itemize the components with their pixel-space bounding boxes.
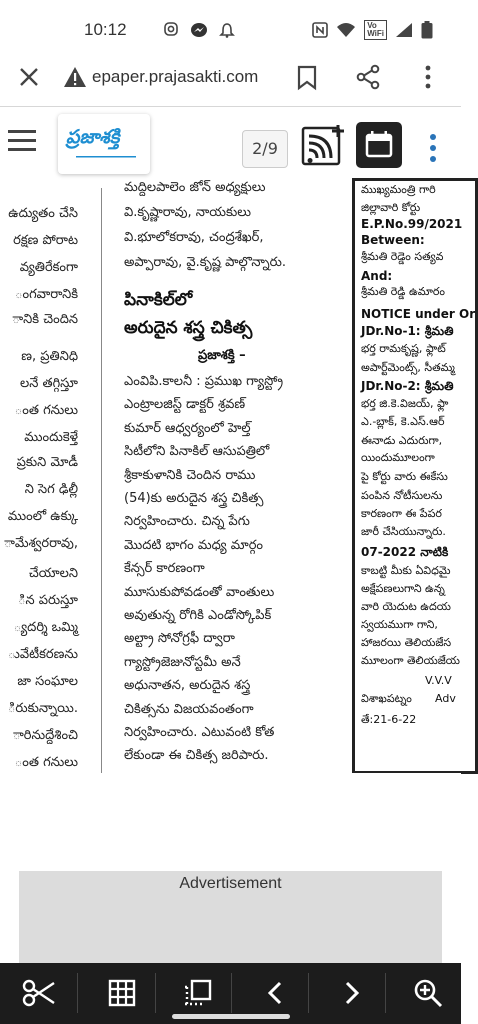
article-body-line: లేకుండా ఈ చికిత్స జరిపారు. [124,748,269,764]
messenger-icon [190,22,208,38]
hamburger-menu-icon[interactable] [8,130,36,157]
logo-tagline [76,154,136,160]
left-column-line: ంగవారానికి [15,287,78,302]
notice-line: పై కోర్టు వారు ఈకేసు [361,470,448,483]
notice-line: Between: [361,233,425,247]
grid-icon[interactable] [102,975,142,1011]
article-body-line: నిర్వహించారు. చిన్న పేగు [124,514,250,530]
notice-line: మూలంగా తెలియజేయ [361,654,460,667]
left-column-line: ారినుద్దేశించి [12,728,78,743]
article-body-line: నిర్వహించారు. ఎటువంటి కోత [124,725,275,740]
more-options-icon[interactable] [430,134,436,167]
status-notification-icons [164,22,234,38]
article-body-line: (54)కు అరుదైన శస్త్ర చికిత్స [124,491,264,506]
left-column-line: ్యదర్శి ఒమ్మి [13,620,78,635]
notice-line: పంపిన నోటీసులను [361,489,443,502]
left-column-line: ానికి చెందిన [12,312,78,327]
advertisement-box[interactable] [19,871,442,963]
article-body-line: శ్రీకాకుళానికి చెందిన రాము [124,467,256,483]
article-body-line: గ్యాస్ట్రోజెజునోస్టమీ అనే [124,654,241,670]
bookmark-icon[interactable] [296,65,318,95]
notice-line: స్వయముగా గాని, [361,618,438,631]
left-column-line: జా సంఘాల [17,674,78,689]
notice-line: ముఖ్యమంత్రి గారి [361,183,436,196]
top-paragraph-line: వి.కృష్ణారావు, నాయకులు [124,205,252,220]
battery-icon [421,21,433,39]
nfc-icon [312,22,328,38]
notice-line: ఈనాడు ఎదురుగా, [361,434,443,447]
left-column-line: ిరుకున్నాయి. [7,701,78,716]
notice-line: 07-2022 నాటికి [361,545,449,559]
toolbar-separator [385,973,386,1013]
article-body-line: మొదటి భాగం మధ్య మార్గం [124,537,263,553]
notice-line: NOTICE under Or [361,307,476,321]
top-paragraph-line: వి.భూలోకరావు, చంద్రశేఖర్, [124,230,264,245]
notice-line: జారీ చేసియున్నారు. [361,525,446,538]
signal-icon [395,22,413,38]
article-body-line: సిటీలోని పినాకిల్ ఆసుపత్రిలో [124,444,270,460]
epaper-toolbar [0,108,461,188]
notice-line: విశాఖపట్నం [361,692,412,705]
article-headline-line2: అరుదైన శస్త్ర చికిత్స [124,318,253,338]
notice-line: కాబట్టి మీకు ఏవిధమై [361,564,451,577]
notice-line: శ్రీమతి రెడ్డి ఉమారం [361,285,445,298]
notice-line: E.P.No.99/2021 [361,217,463,231]
toolbar-separator [77,973,78,1013]
calendar-icon[interactable] [356,122,402,168]
article-headline-line1: పినాకిల్‌లో [124,290,193,310]
gesture-home-indicator[interactable] [172,1014,290,1019]
notice-line: హాజరయి తెలియజేస [361,636,452,649]
left-column-line: ంత గనులు [14,755,78,770]
vowifi-icon: Vo WiFi [364,20,387,40]
article-body-line: చికిత్సను విజయవంతంగా [124,701,254,717]
left-column-line: లనే తగ్గిస్తూ [20,376,78,391]
notice-line: శ్రీమతి రెడ్డెం సత్యవ [361,250,444,263]
notice-line: యిందుమూలంగా [361,451,435,464]
prajasakti-logo[interactable] [58,114,150,174]
close-icon[interactable] [18,64,40,94]
article-body-line: అవుతున్న రోగికి ఎండోస్కోపిక్ [124,608,272,623]
toolbar-separator [231,973,232,1013]
toolbar-separator [155,973,156,1013]
advertisement-label: Advertisement [179,875,282,892]
page-counter[interactable]: 2/9 [242,130,288,168]
overflow-menu-icon[interactable] [424,64,432,94]
status-bar [0,0,461,60]
prev-icon[interactable] [255,975,295,1011]
notice-line: తే:21-6-22 [361,713,417,726]
scissors-icon[interactable] [19,975,59,1011]
logo-text: ప్రజాశక్తి [66,126,120,148]
notice-line: వారి యెదుట ఉదయ [361,600,451,613]
status-system-icons [312,20,433,40]
left-column-line: ిన పరుస్తూ [17,593,78,608]
instagram-icon [164,22,178,36]
notice-line: భర్త జి.కె.విజయ్, ఫ్లా [361,397,449,410]
article-body-line: కుమార్ ఆధ్వర్యంలో హెల్త్ [124,420,251,436]
left-column-line: ువేటీకరణను [7,647,78,662]
share-icon[interactable] [355,64,381,94]
notice-line: అపార్ట్‌మెంట్స్, సీతమ్మ [361,361,455,374]
left-column-line: ని సెగ ఢిల్లీ [24,482,78,497]
alarm-icon [220,22,234,38]
left-column-line: చేయాలని [28,566,78,581]
left-column-line: వ్యతిరేకంగా [19,260,78,275]
notice-line: JDr.No-2: శ్రీమతి [361,379,454,393]
article-body-line: అల్ట్రా సోనోగ్రఫీ ద్వారా [124,631,235,647]
article-byline: ప్రజాశక్తి – [198,348,246,363]
article-body-line: మూసుకుపోవడంతో వాంతులు [124,584,275,600]
toolbar-separator [308,973,309,1013]
left-column-line: ముంలో ఉక్కు [7,509,78,524]
header-divider [0,106,461,107]
top-paragraph-line: మద్దిలపాలెం జోన్ అధ్యక్షులు [124,180,266,195]
left-column-line: ణ, ప్రతినిధి [21,349,78,364]
footer-area [0,773,461,963]
left-column-line: ఉద్యుతం చేసి [8,206,78,221]
article-body-line: అధునాతన, అరుదైన శస్త్ర [124,678,251,694]
article-body-line: ఎంవిపి.కాలనీ : ప్రముఖ గ్యాస్ట్రో [124,374,284,389]
custom-tab-url-bar [0,60,461,106]
not-secure-warning-icon[interactable] [63,66,87,92]
left-column-line: ప్రకుని మోడీ [16,455,78,470]
left-column-line: ంత గనులు [14,403,78,418]
left-column-line: ామేశ్వరరావు, [3,536,78,551]
notice-line: జిల్లావారి కోర్టు [361,201,421,214]
article-body-line: కేన్సర్ కారణంగా [124,561,205,577]
notice-line: కారణంగా ఈ పేపర [361,507,442,520]
column-divider [101,188,102,773]
wifi-icon [336,22,356,38]
pages-icon[interactable] [178,975,218,1011]
legal-notice-box [352,178,478,774]
top-paragraph-line: అప్పారావు, వై.కృష్ణ పాల్గొన్నారు. [124,255,286,270]
left-column-line: ముందుకెళ్తే [24,430,78,445]
notice-line: భర్త రామకృష్ణ, ఫ్లాట్ [361,342,446,355]
notice-line: అక్షేపణలుగాని ఉన్న [361,582,445,595]
left-column-line: రక్షణ పోరాట [13,233,78,248]
notice-line: And: [361,269,393,283]
notice-line: ఎ.-బ్లాక్, కె.ఎస్.ఆర్ [361,415,445,428]
epaper-page[interactable] [0,180,476,773]
notice-line: JDr.No-1: శ్రీమతి [361,324,454,338]
next-icon[interactable] [332,975,372,1011]
zoom-in-icon[interactable] [408,975,448,1011]
url-text[interactable]: epaper.prajasakti.com [92,67,259,86]
notice-line: V.V.V [425,674,452,687]
notice-line: Adv [435,692,456,705]
article-body-line: ఎంట్రాలజిస్ట్ డాక్టర్ శ్రవణ్ [124,397,246,413]
status-time: 10:12 [84,20,127,39]
feed-add-icon[interactable] [302,124,346,170]
